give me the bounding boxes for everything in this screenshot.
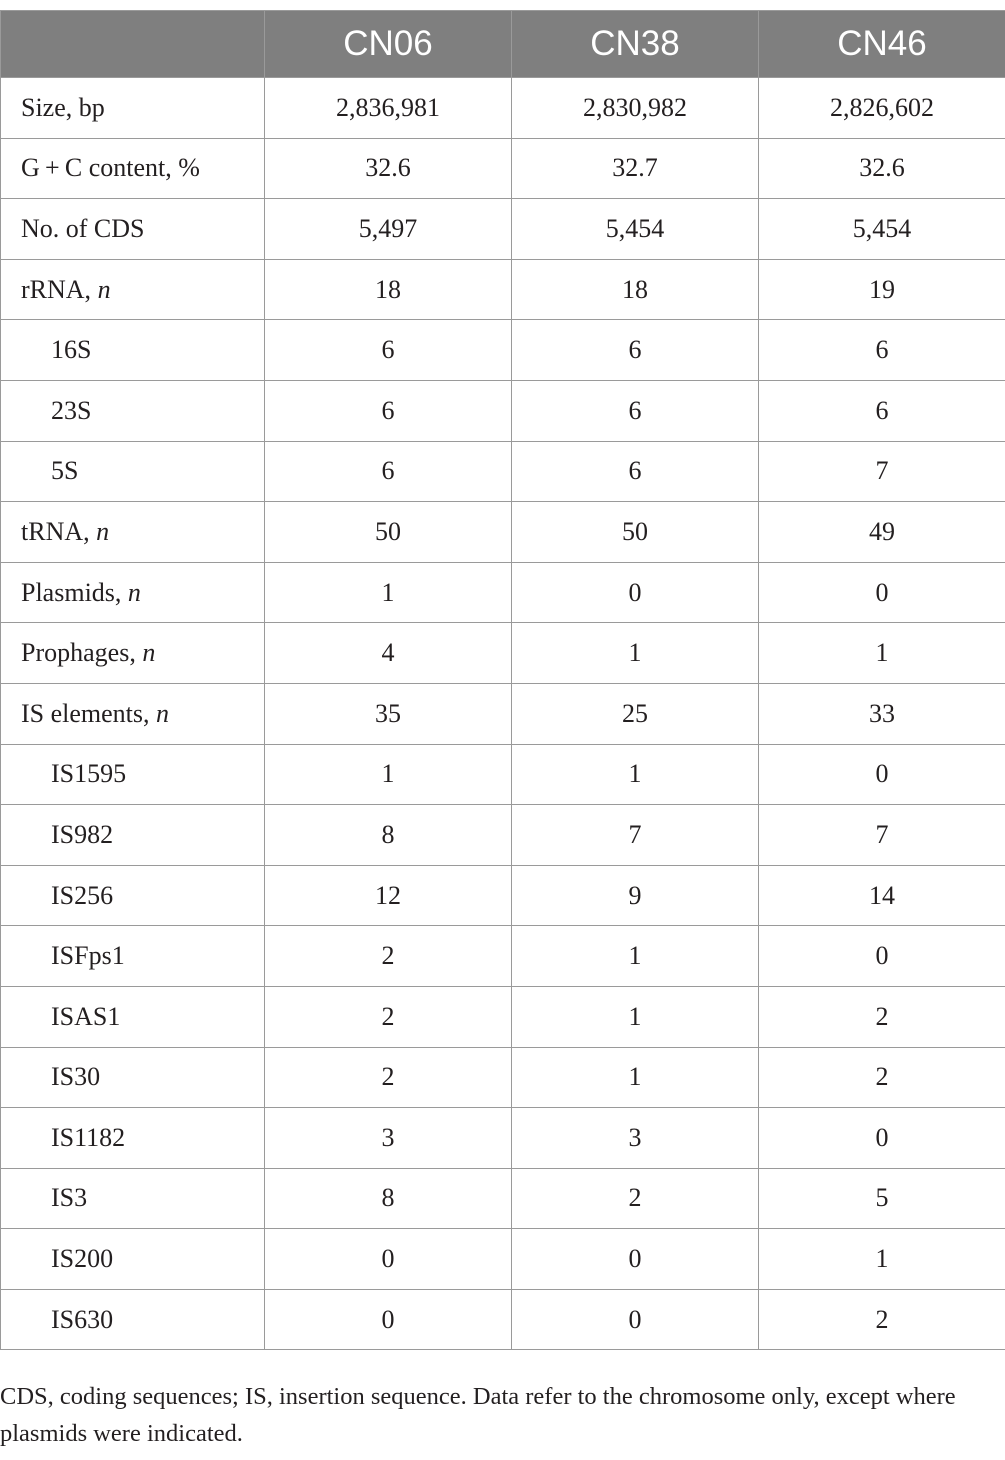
table-row [1,502,1005,563]
value-cell: 0 [512,1289,759,1350]
value-cell: 49 [759,502,1005,563]
row-label-text: 23S [51,395,92,425]
row-label [1,78,265,139]
value-cell: 3 [265,1108,512,1169]
table-row [1,623,1005,684]
value-cell: 0 [759,926,1005,987]
table-row [1,1289,1005,1350]
value-cell: 5 [759,1168,1005,1229]
value-cell: 35 [265,683,512,744]
value-cell: 2 [265,926,512,987]
row-label-text: 5S [51,456,79,486]
row-label-unit: n [156,698,170,728]
value-cell: 32.6 [265,138,512,199]
table-row [1,865,1005,926]
row-label-text: G + C content, % [21,153,200,183]
table-row [1,320,1005,381]
row-label-text: IS1595 [51,759,127,789]
value-cell: 8 [265,1168,512,1229]
table-body [1,78,1005,1350]
row-label-text: IS1182 [51,1122,126,1152]
row-label [1,502,265,563]
value-cell: 1 [512,926,759,987]
row-label [1,926,265,987]
value-cell: 32.7 [512,138,759,199]
table-footnote: CDS, coding sequences; IS, insertion sequence. Data refer to the chromosome only, except where plasmids were indicated. [0,1383,956,1447]
table-row [1,138,1005,199]
row-label-unit: n [127,577,141,607]
value-cell: 6 [759,380,1005,441]
row-label-text: IS200 [51,1244,114,1274]
value-cell: 50 [265,502,512,563]
value-cell: 5,497 [265,199,512,260]
table-row [1,259,1005,320]
row-label-text: Plasmids, [21,577,128,607]
table-row [1,562,1005,623]
header-cell-cn06: CN06 [265,11,512,78]
value-cell: 25 [512,683,759,744]
header-row [1,11,1005,78]
row-label [1,683,265,744]
row-label [1,1108,265,1169]
value-cell: 9 [512,865,759,926]
value-cell: 8 [265,805,512,866]
value-cell: 0 [759,744,1005,805]
row-label [1,865,265,926]
row-label [1,744,265,805]
value-cell: 2 [759,986,1005,1047]
value-cell: 12 [265,865,512,926]
value-cell: 5,454 [759,199,1005,260]
row-label-text: tRNA, [21,516,97,546]
table-row [1,78,1005,139]
row-label-text: IS630 [51,1304,114,1334]
table-row [1,199,1005,260]
value-cell: 7 [512,805,759,866]
row-label [1,623,265,684]
row-label [1,805,265,866]
header-cell-cn38: CN38 [512,11,759,78]
row-label [1,1289,265,1350]
value-cell: 2,826,602 [759,78,1005,139]
row-label [1,986,265,1047]
value-cell: 33 [759,683,1005,744]
row-label [1,562,265,623]
value-cell: 0 [759,1108,1005,1169]
value-cell: 0 [265,1289,512,1350]
value-cell: 1 [512,986,759,1047]
row-label [1,259,265,320]
value-cell: 2,836,981 [265,78,512,139]
value-cell: 6 [265,441,512,502]
value-cell: 18 [512,259,759,320]
value-cell: 1 [512,1047,759,1108]
value-cell: 7 [759,441,1005,502]
genome-features-table [0,10,1005,1350]
table-row [1,744,1005,805]
value-cell: 14 [759,865,1005,926]
row-label-text: No. of CDS [21,213,145,243]
value-cell: 1 [265,744,512,805]
value-cell: 50 [512,502,759,563]
value-cell: 6 [265,380,512,441]
row-label [1,199,265,260]
table-row [1,1229,1005,1290]
value-cell: 6 [512,441,759,502]
row-label [1,1168,265,1229]
row-label-text: ISAS1 [51,1001,121,1031]
value-cell: 0 [759,562,1005,623]
row-label-text: IS3 [51,1183,88,1213]
table-row [1,441,1005,502]
value-cell: 2 [512,1168,759,1229]
value-cell: 1 [512,623,759,684]
value-cell: 2 [759,1289,1005,1350]
row-label-text: IS982 [51,819,114,849]
row-label-text: ISFps1 [51,941,125,971]
table-row [1,380,1005,441]
value-cell: 32.6 [759,138,1005,199]
value-cell: 3 [512,1108,759,1169]
row-label [1,441,265,502]
value-cell: 2 [759,1047,1005,1108]
row-label-text: Size, bp [21,92,105,122]
row-label-text: rRNA, [21,274,98,304]
value-cell: 19 [759,259,1005,320]
row-label-text: IS256 [51,880,114,910]
table-row [1,1108,1005,1169]
value-cell: 0 [265,1229,512,1290]
row-label-text: 16S [51,335,92,365]
value-cell: 0 [512,562,759,623]
row-label-unit: n [97,274,111,304]
row-label-unit: n [96,516,110,546]
header-cell-cn46: CN46 [759,11,1005,78]
row-label-text: IS elements, [21,698,157,728]
value-cell: 1 [265,562,512,623]
row-label [1,380,265,441]
value-cell: 4 [265,623,512,684]
value-cell: 1 [512,744,759,805]
value-cell: 6 [512,380,759,441]
value-cell: 6 [265,320,512,381]
table-header [1,11,1005,78]
value-cell: 0 [512,1229,759,1290]
row-label-text: Prophages, [21,638,143,668]
table-row [1,986,1005,1047]
table-row [1,1168,1005,1229]
table-row [1,805,1005,866]
value-cell: 1 [759,1229,1005,1290]
value-cell: 18 [265,259,512,320]
table-row [1,683,1005,744]
row-label [1,320,265,381]
row-label [1,1047,265,1108]
value-cell: 2 [265,1047,512,1108]
value-cell: 6 [512,320,759,381]
value-cell: 2,830,982 [512,78,759,139]
value-cell: 6 [759,320,1005,381]
row-label-unit: n [142,638,156,668]
value-cell: 5,454 [512,199,759,260]
value-cell: 7 [759,805,1005,866]
row-label [1,1229,265,1290]
row-label-text: IS30 [51,1062,101,1092]
row-label [1,138,265,199]
value-cell: 1 [759,623,1005,684]
header-cell-feature [1,11,265,78]
table-row [1,1047,1005,1108]
table-row [1,926,1005,987]
value-cell: 2 [265,986,512,1047]
